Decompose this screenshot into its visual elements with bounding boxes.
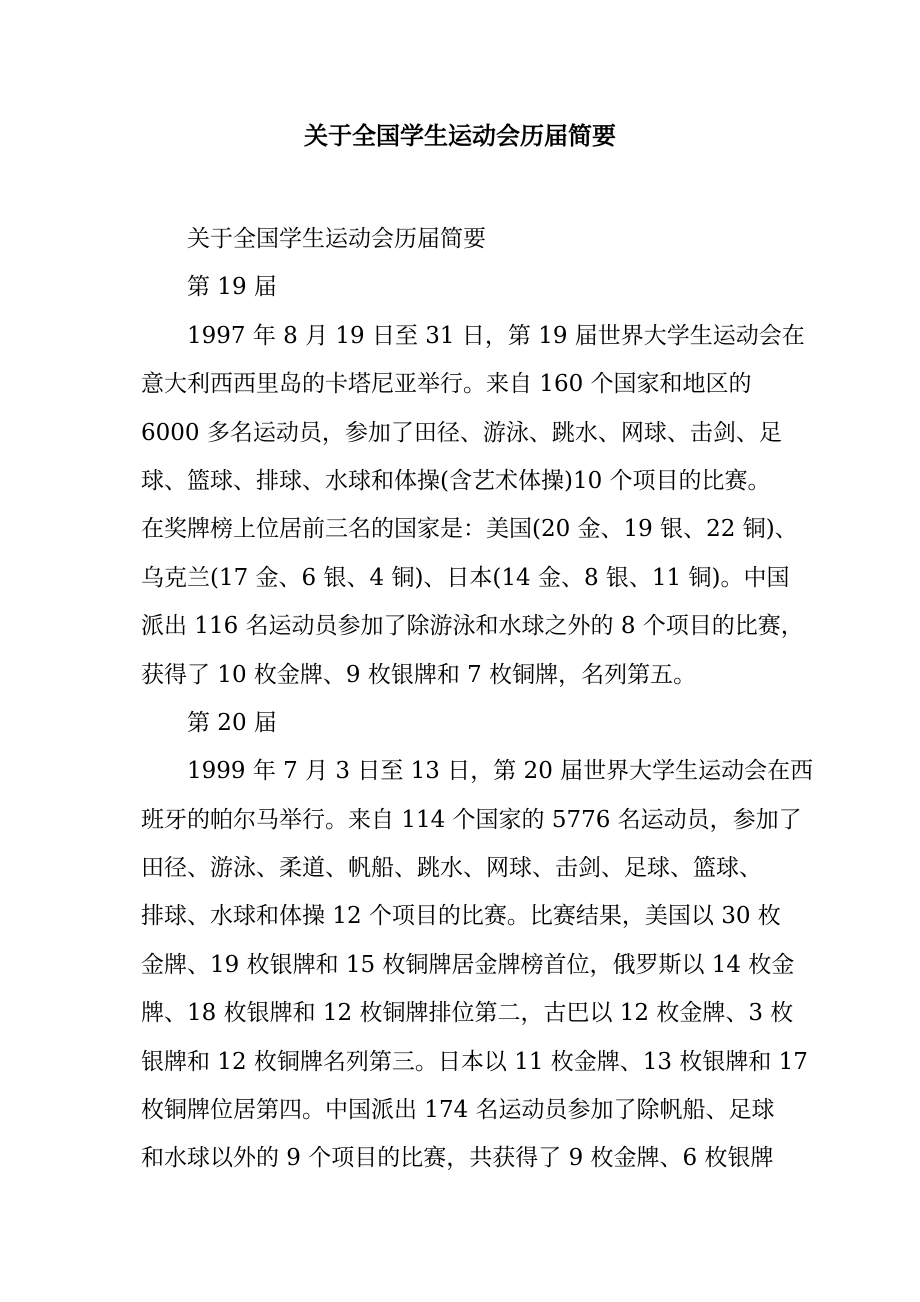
paragraph-line: 6000 多名运动员，参加了田径、游泳、跳水、网球、击剑、足 <box>141 419 782 446</box>
paragraph-line: 意大利西西里岛的卡塔尼亚举行。来自 160 个国家和地区的 <box>141 371 752 398</box>
paragraph-line: 乌克兰(17 金、6 银、4 铜)、日本(14 金、8 银、11 铜)。中国 <box>141 564 790 591</box>
section-heading-19: 第 19 届 <box>187 274 277 301</box>
paragraph-line: 田径、游泳、柔道、帆船、跳水、网球、击剑、足球、篮球、 <box>141 855 762 882</box>
paragraph-line: 班牙的帕尔马举行。来自 114 个国家的 5776 名运动员，参加了 <box>141 806 802 833</box>
paragraph-line: 球、篮球、排球、水球和体操(含艺术体操)10 个项目的比赛。 <box>141 467 771 494</box>
paragraph-line: 1997 年 8 月 19 日至 31 日，第 19 届世界大学生运动会在 <box>187 322 805 349</box>
paragraph-line: 派出 116 名运动员参加了除游泳和水球之外的 8 个项目的比赛， <box>141 613 804 640</box>
section-heading-20: 第 20 届 <box>187 709 277 736</box>
paragraph-line: 牌、18 枚银牌和 12 枚铜牌排位第二，古巴以 12 枚金牌、3 枚 <box>141 1000 794 1027</box>
document-title: 关于全国学生运动会历届简要 <box>304 122 616 150</box>
paragraph-line: 银牌和 12 枚铜牌名列第三。日本以 11 枚金牌、13 枚银牌和 17 <box>141 1048 808 1075</box>
paragraph-line: 排球、水球和体操 12 个项目的比赛。比赛结果，美国以 30 枚 <box>141 903 781 930</box>
paragraph-line: 1999 年 7 月 3 日至 13 日，第 20 届世界大学生运动会在西 <box>187 758 814 785</box>
paragraph-line: 枚铜牌位居第四。中国派出 174 名运动员参加了除帆船、足球 <box>141 1097 775 1124</box>
document-body <box>141 215 814 1183</box>
subtitle-line: 关于全国学生运动会历届简要 <box>187 226 486 252</box>
paragraph-line: 在奖牌榜上位居前三名的国家是：美国(20 金、19 银、22 铜)、 <box>141 516 798 543</box>
paragraph-line: 和水球以外的 9 个项目的比赛，共获得了 9 枚金牌、6 枚银牌 <box>141 1145 774 1172</box>
paragraph-line: 金牌、19 枚银牌和 15 枚铜牌居金牌榜首位，俄罗斯以 14 枚金 <box>141 951 795 978</box>
paragraph-line: 获得了 10 枚金牌、9 枚银牌和 7 枚铜牌，名列第五。 <box>141 661 697 688</box>
